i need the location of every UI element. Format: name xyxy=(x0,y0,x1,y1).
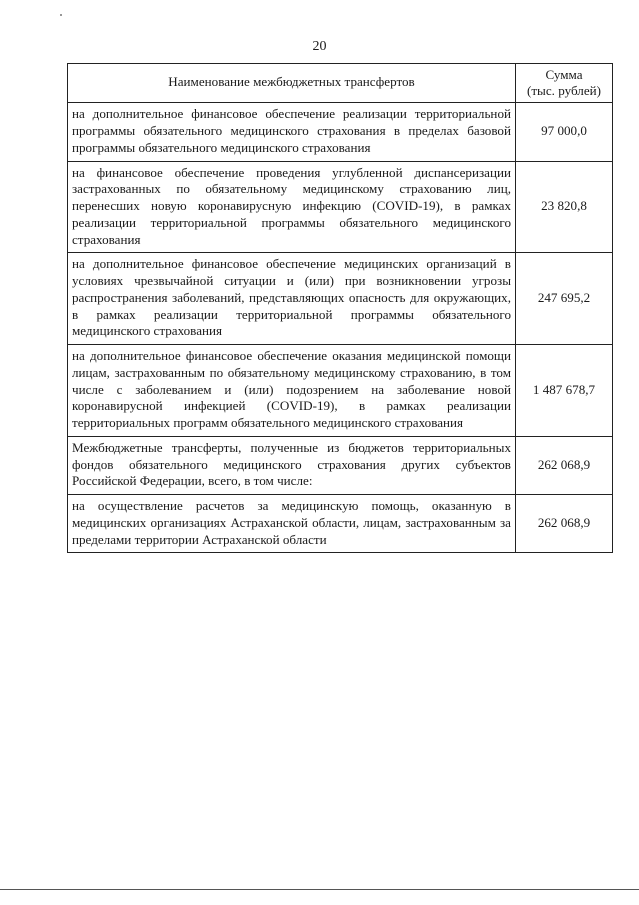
row-amount: 23 820,8 xyxy=(516,161,613,253)
row-amount: 97 000,0 xyxy=(516,103,613,161)
row-name: на дополнительное финансовое обеспечение реализации территориальной программы обязательного медицинского страхования в пределах базовой программы обязательного медицинского страхования xyxy=(68,103,516,161)
table-row xyxy=(68,495,613,553)
table-row xyxy=(68,103,613,161)
row-name: на дополнительное финансовое обеспечение медицинских организаций в условиях чрезвычайной ситуации и (или) при возникновении угрозы распространения заболеваний, представляющих опасность для окружающих, в рамках реализации территориальной программы обязательного медицинского страхования xyxy=(68,253,516,345)
row-amount: 1 487 678,7 xyxy=(516,345,613,437)
row-name: на осуществление расчетов за медицинскую помощь, оказанную в медицинских организациях Астраханской области, лицам, застрахованным за пределами территории Астраханской области xyxy=(68,495,516,553)
row-amount: 247 695,2 xyxy=(516,253,613,345)
page-bottom-rule xyxy=(0,889,639,890)
table-row xyxy=(68,253,613,345)
header-sum-line1: Сумма xyxy=(545,67,583,82)
table-row xyxy=(68,345,613,437)
table-row xyxy=(68,436,613,494)
scan-speck xyxy=(60,14,62,16)
header-name: Наименование межбюджетных трансфертов xyxy=(68,64,516,103)
row-name: Межбюджетные трансферты, полученные из бюджетов территориальных фондов обязательного медицинского страхования других субъектов Российской Федерации, всего, в том числе: xyxy=(68,436,516,494)
row-name: на финансовое обеспечение проведения углубленной диспансеризации застрахованных по обязательному медицинскому страхованию лиц, перенесших новую коронавирусную инфекцию (COVID-19), в рамках реализации территориальной программы обязательного медицинского страхования xyxy=(68,161,516,253)
transfers-table xyxy=(67,63,613,553)
row-amount: 262 068,9 xyxy=(516,495,613,553)
header-sum-line2: (тыс. рублей) xyxy=(526,82,602,98)
row-name: на дополнительное финансовое обеспечение оказания медицинской помощи лицам, застрахованным по обязательному медицинскому страхованию, в том числе с заболеванием и (или) подозрением на заболевание новой коронавирусной инфекцией (COVID-19), в рамках реализации территориальных программ обязательного медицинского страхования xyxy=(68,345,516,437)
table-row xyxy=(68,161,613,253)
page-number: 20 xyxy=(312,39,327,54)
header-sum xyxy=(516,64,613,103)
table-header-row xyxy=(68,64,613,103)
row-amount: 262 068,9 xyxy=(516,436,613,494)
